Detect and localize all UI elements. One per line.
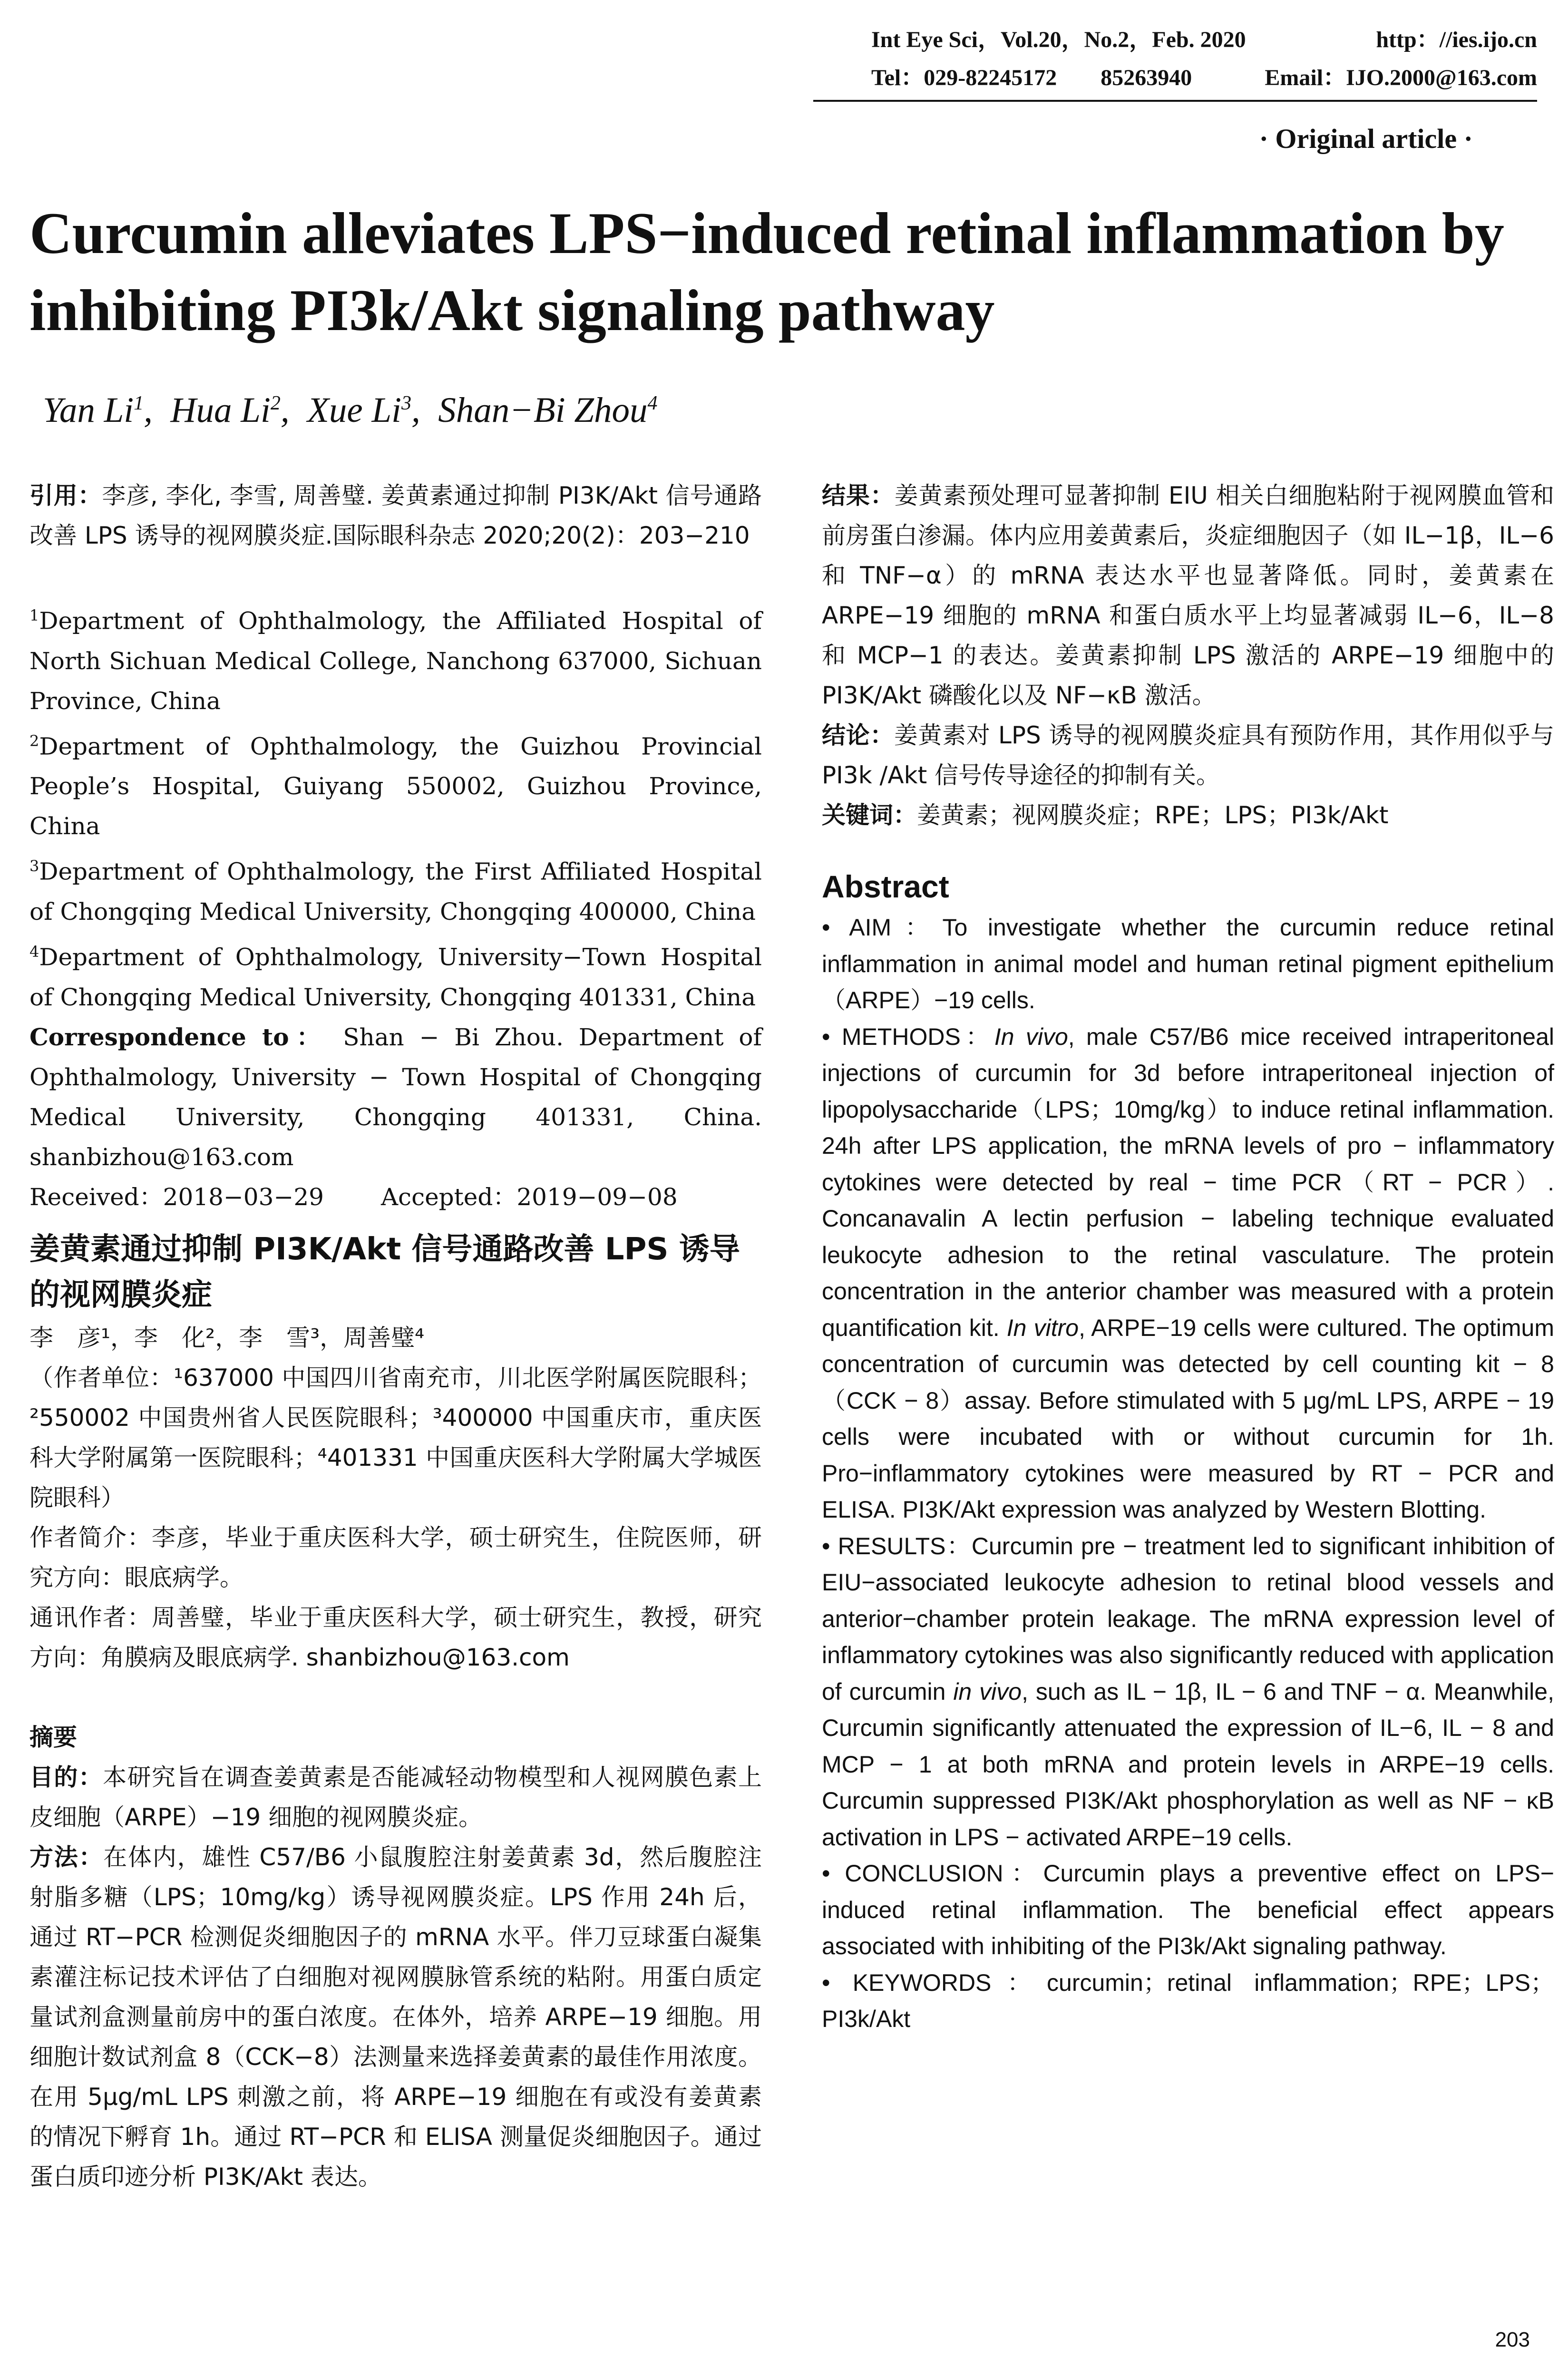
correspondence-text: Shan − Bi Zhou. Department of Ophthalmology, University − Town Hospital of Chongqing Medical University, Chongqing 401331, China. shanbizhou@163.com	[29, 1023, 762, 1171]
journal-tel2: 85263940	[1101, 65, 1192, 90]
cn-results-label: 结果：	[822, 482, 895, 509]
abstract-results-text-1: Curcumin pre − treatment led to significant inhibition of EIU−associated leukocyte adhesion to retinal blood vessels and anterior−chamber protein leakage. The mRNA expression level of inflammatory cytokines was also significantly reduced with application of curcumin	[822, 1532, 1554, 1705]
abstract-conclusion-text: Curcumin plays a preventive effect on LPS− induced retinal inflammation. The beneficial effect appears associated with inhibiting of the PI3k/Akt signaling pathway.	[822, 1860, 1554, 1959]
abstract-results-invivo: in vivo	[953, 1678, 1022, 1705]
cn-results	[822, 476, 1554, 715]
cn-keywords-text: 姜黄素；视网膜炎症；RPE；LPS；PI3k/Akt	[917, 801, 1389, 829]
author-name: Hua Li	[170, 390, 271, 430]
affiliation-1	[29, 595, 762, 721]
received-accepted	[29, 1177, 762, 1217]
affiliation-2	[29, 721, 762, 847]
cn-authors: 李 彦¹，李 化²，李 雪³，周善璧⁴	[29, 1324, 425, 1352]
cn-methods-label: 方法：	[29, 1843, 104, 1871]
correspondence-label: Correspondence to：	[29, 1023, 328, 1051]
affiliation-text: Department of Ophthalmology, the Affiliated Hospital of North Sichuan Medical College, Nanchong 637000, Sichuan Province, China	[29, 607, 762, 715]
journal-header-line1	[871, 26, 1537, 54]
cn-keywords-label: 关键词：	[822, 801, 917, 829]
cn-aim-label: 目的：	[29, 1763, 103, 1791]
abstract-keywords-label: • KEYWORDS：	[822, 1969, 1047, 1996]
article-title: Curcumin alleviates LPS−induced retinal inflammation by inhibiting PI3k/Akt signaling pathway	[29, 201, 1504, 343]
abstract-aim	[822, 909, 1554, 1019]
abstract-methods	[822, 1019, 1554, 1528]
author-name: Shan−Bi Zhou	[438, 390, 648, 430]
journal-header-line2	[871, 64, 1537, 92]
affiliation-text: Department of Ophthalmology, University−Town Hospital of Chongqing Medical University, Chongqing 401331, China	[29, 943, 762, 1011]
abstract-conclusion-label: • CONCLUSION：	[822, 1860, 1043, 1887]
abstract-aim-text: To investigate whether the curcumin reduce retinal inflammation in animal model and human retinal pigment epithelium（ARPE）−19 cells.	[822, 914, 1554, 1013]
affiliation-sup: 2	[29, 731, 39, 750]
page-number: 203	[1495, 2328, 1530, 2351]
affiliation-4	[29, 932, 762, 1017]
cn-keywords	[822, 795, 1554, 835]
author-list: Yan Li$^1$, Hua Li$^2$, Xue Li$^3$, Shan−Bi Zhou$^4$	[43, 390, 658, 430]
abstract-results-text-2: , such as IL − 1β, IL − 6 and TNF − α. Meanwhile, Curcumin significantly attenuated the expression of IL−6, IL − 8 and MCP − 1 at both mRNA and protein levels in ARPE−19 cells. Curcumin suppressed PI3K/Akt phosphorylation as well as NF − κB activation in LPS − activated ARPE−19 cells.	[822, 1678, 1554, 1851]
abstract-conclusion	[822, 1855, 1554, 1965]
citation-text: 李彦, 李化, 李雪, 周善璧. 姜黄素通过抑制 PI3K/Akt 信号通路改善 LPS 诱导的视网膜炎症.国际眼科杂志 2020;20(2)：203−210	[29, 482, 762, 549]
affiliation-sup: 3	[29, 857, 39, 876]
cn-conclusion-text: 姜黄素对 LPS 诱导的视网膜炎症具有预防作用，其作用似乎与 PI3k /Akt 信号传导途径的抑制有关。	[822, 721, 1554, 789]
right-column	[822, 476, 1554, 2037]
abstract-heading: Abstract	[822, 869, 949, 904]
journal-url[interactable]: http：//ies.ijo.cn	[1376, 27, 1537, 52]
cn-units: （作者单位：¹637000 中国四川省南充市，川北医学附属医院眼科；²550002 中国贵州省人民医院眼科；³400000 中国重庆市，重庆医科大学附属第一医院眼科；⁴401331 中国重庆医科大学附属大学城医院眼科）	[29, 1364, 762, 1511]
cn-abstract-heading: 摘要	[29, 1723, 77, 1751]
abstract-methods-invitro: In vitro	[1006, 1314, 1079, 1341]
author-name: Yan Li	[43, 390, 134, 430]
cn-methods	[29, 1837, 762, 2197]
citation-label: 引用：	[29, 482, 102, 509]
accepted-date: Accepted：2019−09−08	[380, 1183, 678, 1211]
abstract-methods-label: • METHODS：	[822, 1023, 994, 1050]
cn-aim-text: 本研究旨在调查姜黄素是否能减轻动物模型和人视网膜色素上皮细胞（ARPE）−19 细胞的视网膜炎症。	[29, 1763, 762, 1831]
abstract-aim-label: • AIM：	[822, 914, 943, 941]
abstract-methods-text-1: , male C57/B6 mice received intraperitoneal injections of curcumin for 3d before intraperitoneal injection of lipopolysaccharide（LPS；10mg/kg）to induce retinal inflammation. 24h after LPS application, the mRNA levels of pro − inflammatory cytokines were detected by real − time PCR（RT − PCR）. Concanavalin A lectin perfusion − labeling technique evaluated leukocyte adhesion to the retinal vasculature. The protein concentration in the anterior chamber was measured with a protein quantification kit.	[822, 1023, 1554, 1341]
affiliation-text: Department of Ophthalmology, the First Affiliated Hospital of Chongqing Medical University, Chongqing 400000, China	[29, 857, 762, 925]
cn-aim	[29, 1757, 762, 1837]
author-sup: 4	[647, 392, 658, 414]
left-column	[29, 476, 762, 2197]
abstract-results-label: • RESULTS：	[822, 1532, 972, 1559]
author-sup: 3	[401, 392, 412, 414]
author-name: Xue Li	[307, 390, 402, 430]
affiliation-sup: 4	[29, 942, 39, 961]
article-type: · Original article ·	[1259, 123, 1473, 154]
journal-tel: Tel：029-82245172	[871, 65, 1057, 90]
abstract-methods-invivo: In vivo	[994, 1023, 1068, 1050]
correspondence	[29, 1017, 762, 1177]
abstract-keywords-text: curcumin；retinal inflammation；RPE；LPS；PI3k/Akt	[822, 1969, 1554, 2032]
author-sup: 1	[134, 392, 144, 414]
citation	[29, 476, 762, 555]
author-sup: 2	[270, 392, 281, 414]
received-date: Received：2018−03−29	[29, 1183, 324, 1211]
abstract-results	[822, 1528, 1554, 1856]
journal-email[interactable]: Email：IJO.2000@163.com	[1265, 65, 1537, 90]
affiliation-3	[29, 846, 762, 932]
cn-results-text: 姜黄素预处理可显著抑制 EIU 相关白细胞粘附于视网膜血管和前房蛋白渗漏。体内应用姜黄素后，炎症细胞因子（如 IL−1β，IL−6 和 TNF−α）的 mRNA 表达水平也显著降低。同时，姜黄素在 ARPE−19 细胞的 mRNA 和蛋白质水平上均显著减弱 IL−6，IL−8 和 MCP−1 的表达。姜黄素抑制 LPS 激活的 ARPE−19 细胞中的 PI3K/Akt 磷酸化以及 NF−κB 激活。	[822, 482, 1554, 709]
cn-correspondence: 通讯作者：周善璧，毕业于重庆医科大学，硕士研究生，教授，研究方向：角膜病及眼底病学. shanbizhou@163.com	[29, 1603, 762, 1671]
cn-title: 姜黄素通过抑制 PI3K/Akt 信号通路改善 LPS 诱导的视网膜炎症	[29, 1231, 740, 1313]
cn-methods-text: 在体内，雄性 C57/B6 小鼠腹腔注射姜黄素 3d，然后腹腔注射脂多糖（LPS；10mg/kg）诱导视网膜炎症。LPS 作用 24h 后，通过 RT−PCR 检测促炎细胞因子的 mRNA 水平。伴刀豆球蛋白凝集素灌注标记技术评估了白细胞对视网膜脉管系统的粘附。用蛋白质定量试剂盒测量前房中的蛋白浓度。在体外，培养 ARPE−19 细胞。用细胞计数试剂盒 8（CCK−8）法测量来选择姜黄素的最佳作用浓度。在用 5μg/mL LPS 刺激之前，将 ARPE−19 细胞在有或没有姜黄素的情况下孵育 1h。通过 RT−PCR 和 ELISA 测量促炎细胞因子。通过蛋白质印迹分析 PI3K/Akt 表达。	[29, 1843, 762, 2191]
journal-issue: Int Eye Sci，Vol.20，No.2，Feb. 2020	[871, 27, 1246, 52]
cn-author-intro: 作者简介：李彦，毕业于重庆医科大学，硕士研究生，住院医师，研究方向：眼底病学。	[29, 1523, 762, 1591]
header-rule	[813, 100, 1537, 102]
affiliation-text: Department of Ophthalmology, the Guizhou Provincial People’s Hospital, Guiyang 550002, Guizhou Province, China	[29, 732, 762, 840]
abstract-keywords	[822, 1965, 1554, 2037]
cn-conclusion	[822, 715, 1554, 795]
abstract-methods-text-2: , ARPE−19 cells were cultured. The optimum concentration of curcumin was detected by cell counting kit − 8（CCK − 8）assay. Before stimulated with 5 μg/mL LPS, ARPE − 19 cells were incubated with or without curcumin for 1h. Pro−inflammatory cytokines were measured by RT − PCR and ELISA. PI3K/Akt expression was analyzed by Western Blotting.	[822, 1314, 1554, 1523]
cn-conclusion-label: 结论：	[822, 721, 894, 749]
affiliation-sup: 1	[29, 606, 39, 624]
